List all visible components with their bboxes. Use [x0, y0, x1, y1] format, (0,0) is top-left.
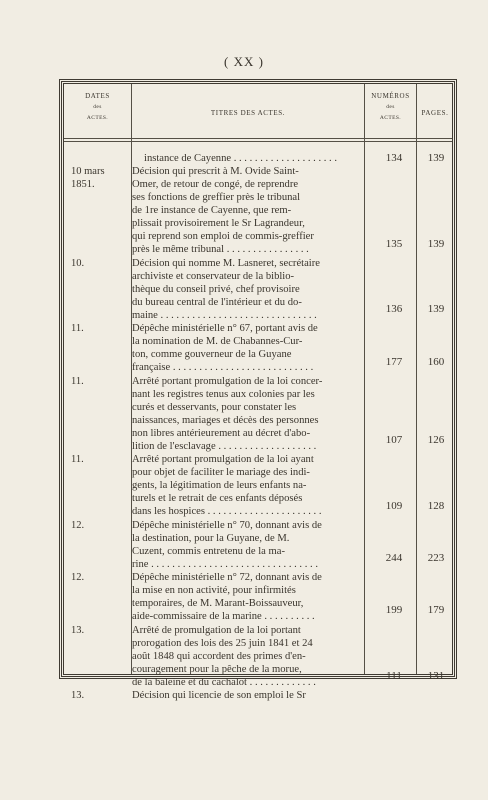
- row-numero: 177: [385, 355, 403, 368]
- header-dates: [64, 91, 131, 124]
- row-date: 13.: [71, 624, 85, 636]
- row-title-line: non libres antérieurement au décret d'abo-: [132, 427, 311, 439]
- row-page: 128: [427, 499, 445, 512]
- row-title-line: Décision qui prescrit à M. Ovide Saint-: [132, 166, 299, 178]
- row-date: 13.: [71, 690, 85, 702]
- row-date: 11.: [71, 323, 84, 335]
- row-page: 126: [427, 434, 445, 447]
- row-title-line: près le même tribunal . . . . . . . . . . . . . . . .: [132, 244, 309, 256]
- row-title: [132, 152, 364, 165]
- row-title-line: la nomination de M. de Chabannes-Cur-: [132, 336, 303, 348]
- row-date: 10 mars 1851.: [71, 166, 105, 191]
- row-title: [132, 571, 364, 623]
- row-numero: 134: [385, 152, 403, 164]
- header-numeros-line1: NUMÉROS: [371, 92, 410, 100]
- row-title-line: rine . . . . . . . . . . . . . . . . . . . . . . . . . . . . . . . .: [132, 558, 318, 570]
- row-page: 131: [427, 669, 445, 682]
- row-numero: 135: [385, 237, 403, 250]
- header-dates-line1: DATES: [85, 92, 110, 100]
- row-page: 160: [427, 355, 445, 368]
- row-title-line: turels et le retrait de ces enfants déposés: [132, 493, 303, 505]
- row-title-line: prorogation des lois des 25 juin 1841 et 24: [132, 637, 313, 649]
- row-title-line: plissait provisoirement le Sr Lagrandeur,: [132, 218, 305, 230]
- row-title-line: française . . . . . . . . . . . . . . . . . . . . . . . . . . .: [132, 362, 314, 374]
- header-rule: [64, 138, 452, 139]
- row-date: 11.: [71, 454, 84, 466]
- row-page: 139: [427, 303, 445, 316]
- row-page: 179: [427, 604, 445, 617]
- row-title: [132, 375, 364, 453]
- header-titres: TITRES DES ACTES.: [210, 109, 286, 117]
- header-rule-second: [64, 141, 452, 142]
- row-title: [132, 689, 364, 702]
- row-title-line: Dépêche ministérielle n° 72, donnant avis de: [132, 572, 322, 584]
- row-page: 223: [427, 552, 445, 565]
- row-date: 12.: [71, 519, 85, 531]
- row-date: 12.: [71, 572, 85, 584]
- row-title-line: Arrêté de promulgation de la loi portant: [132, 624, 301, 636]
- row-title-line: Décision qui nomme M. Lasneret, secrétaire: [132, 257, 320, 269]
- row-page: 139: [427, 237, 445, 250]
- row-title: [132, 165, 364, 256]
- row-title: [132, 257, 364, 322]
- page-number: ( XX ): [224, 54, 264, 69]
- row-numero: 244: [385, 552, 403, 565]
- row-title-line: Décision qui licencie de son emploi le Sr: [132, 690, 306, 702]
- row-title-line: temporaires, de M. Marant-Boissauveur,: [132, 598, 304, 610]
- row-numero: 136: [385, 303, 403, 316]
- header-numeros-line3: ACTES.: [379, 115, 402, 121]
- row-title-line: la destination, pour la Guyane, de M.: [132, 532, 290, 544]
- row-title-line: nant les registres tenus aux colonies par les: [132, 388, 315, 400]
- row-title-line: aide-commissaire de la marine . . . . . . . . . .: [132, 611, 315, 623]
- row-title-line: ton, comme gouverneur de la Guyane: [132, 349, 292, 361]
- row-title-line: Arrêté portant promulgation de la loi concer-: [132, 375, 323, 387]
- column-divider-titres: [364, 84, 365, 674]
- row-title-line: ses fonctions de greffier près le tribunal: [132, 192, 301, 204]
- row-title-line: gents, la légitimation de leurs enfants na-: [132, 480, 307, 492]
- row-title-line: Cuzent, commis entretenu de la ma-: [132, 545, 285, 557]
- row-title-line: naissances, mariages et décès des personnes: [132, 414, 319, 426]
- row-page: 139: [427, 152, 445, 164]
- row-title-line: pour objet de faciliter le mariage des indi-: [132, 467, 310, 479]
- row-title-line: couragement pour la pêche de la morue,: [132, 663, 302, 675]
- row-title-line: Arrêté portant promulgation de la loi ayant: [132, 454, 314, 466]
- row-title-line: la mise en non activité, pour infirmités: [132, 585, 296, 597]
- row-title-line: Omer, de retour de congé, de reprendre: [132, 179, 299, 191]
- row-title-line: archiviste et conservateur de la biblio-: [132, 270, 295, 282]
- row-title: [132, 453, 364, 518]
- row-title-line: de 1re instance de Cayenne, que rem-: [132, 205, 292, 217]
- row-title-line: Dépêche ministérielle n° 67, portant avis de: [132, 323, 318, 335]
- row-title-line: de la baleine et du cachalot . . . . . . . . . . . . .: [132, 676, 316, 688]
- row-numero: 109: [385, 499, 403, 512]
- row-date: 11.: [71, 375, 84, 387]
- header-numeros-line2: des: [386, 104, 395, 110]
- row-title-line: lition de l'esclavage . . . . . . . . . . . . . . . . . . .: [132, 440, 317, 452]
- row-title-line: instance de Cayenne . . . . . . . . . . . . . . . . . . . .: [144, 153, 338, 164]
- header-dates-line3: ACTES.: [86, 115, 109, 121]
- row-title-line: août 1848 qui accordent des primes d'en-: [132, 650, 306, 662]
- header-numeros: [365, 91, 416, 124]
- row-title-line: maine . . . . . . . . . . . . . . . . . . . . . . . . . . . . . .: [132, 309, 317, 321]
- row-title-line: Dépêche ministérielle n° 70, donnant avis de: [132, 519, 322, 531]
- row-title-line: qui reprend son emploi de commis-greffier: [132, 231, 314, 243]
- row-title: [132, 624, 364, 689]
- row-title: [132, 322, 364, 374]
- header-pages: PAGES.: [421, 109, 449, 117]
- row-title-line: thèque du conseil privé, chef provisoire: [132, 283, 300, 295]
- row-numero: 107: [385, 434, 403, 447]
- row-title-line: curés et desservants, pour constater les: [132, 401, 297, 413]
- column-divider-numeros: [416, 84, 417, 674]
- row-date: 10.: [71, 257, 85, 269]
- row-numero: 111: [386, 669, 402, 682]
- row-numero: 199: [385, 604, 403, 617]
- row-title: [132, 519, 364, 571]
- header-dates-line2: des: [93, 104, 102, 110]
- row-title-line: dans les hospices . . . . . . . . . . . . . . . . . . . . . .: [132, 506, 322, 518]
- row-title-line: du bureau central de l'intérieur et du do-: [132, 296, 302, 308]
